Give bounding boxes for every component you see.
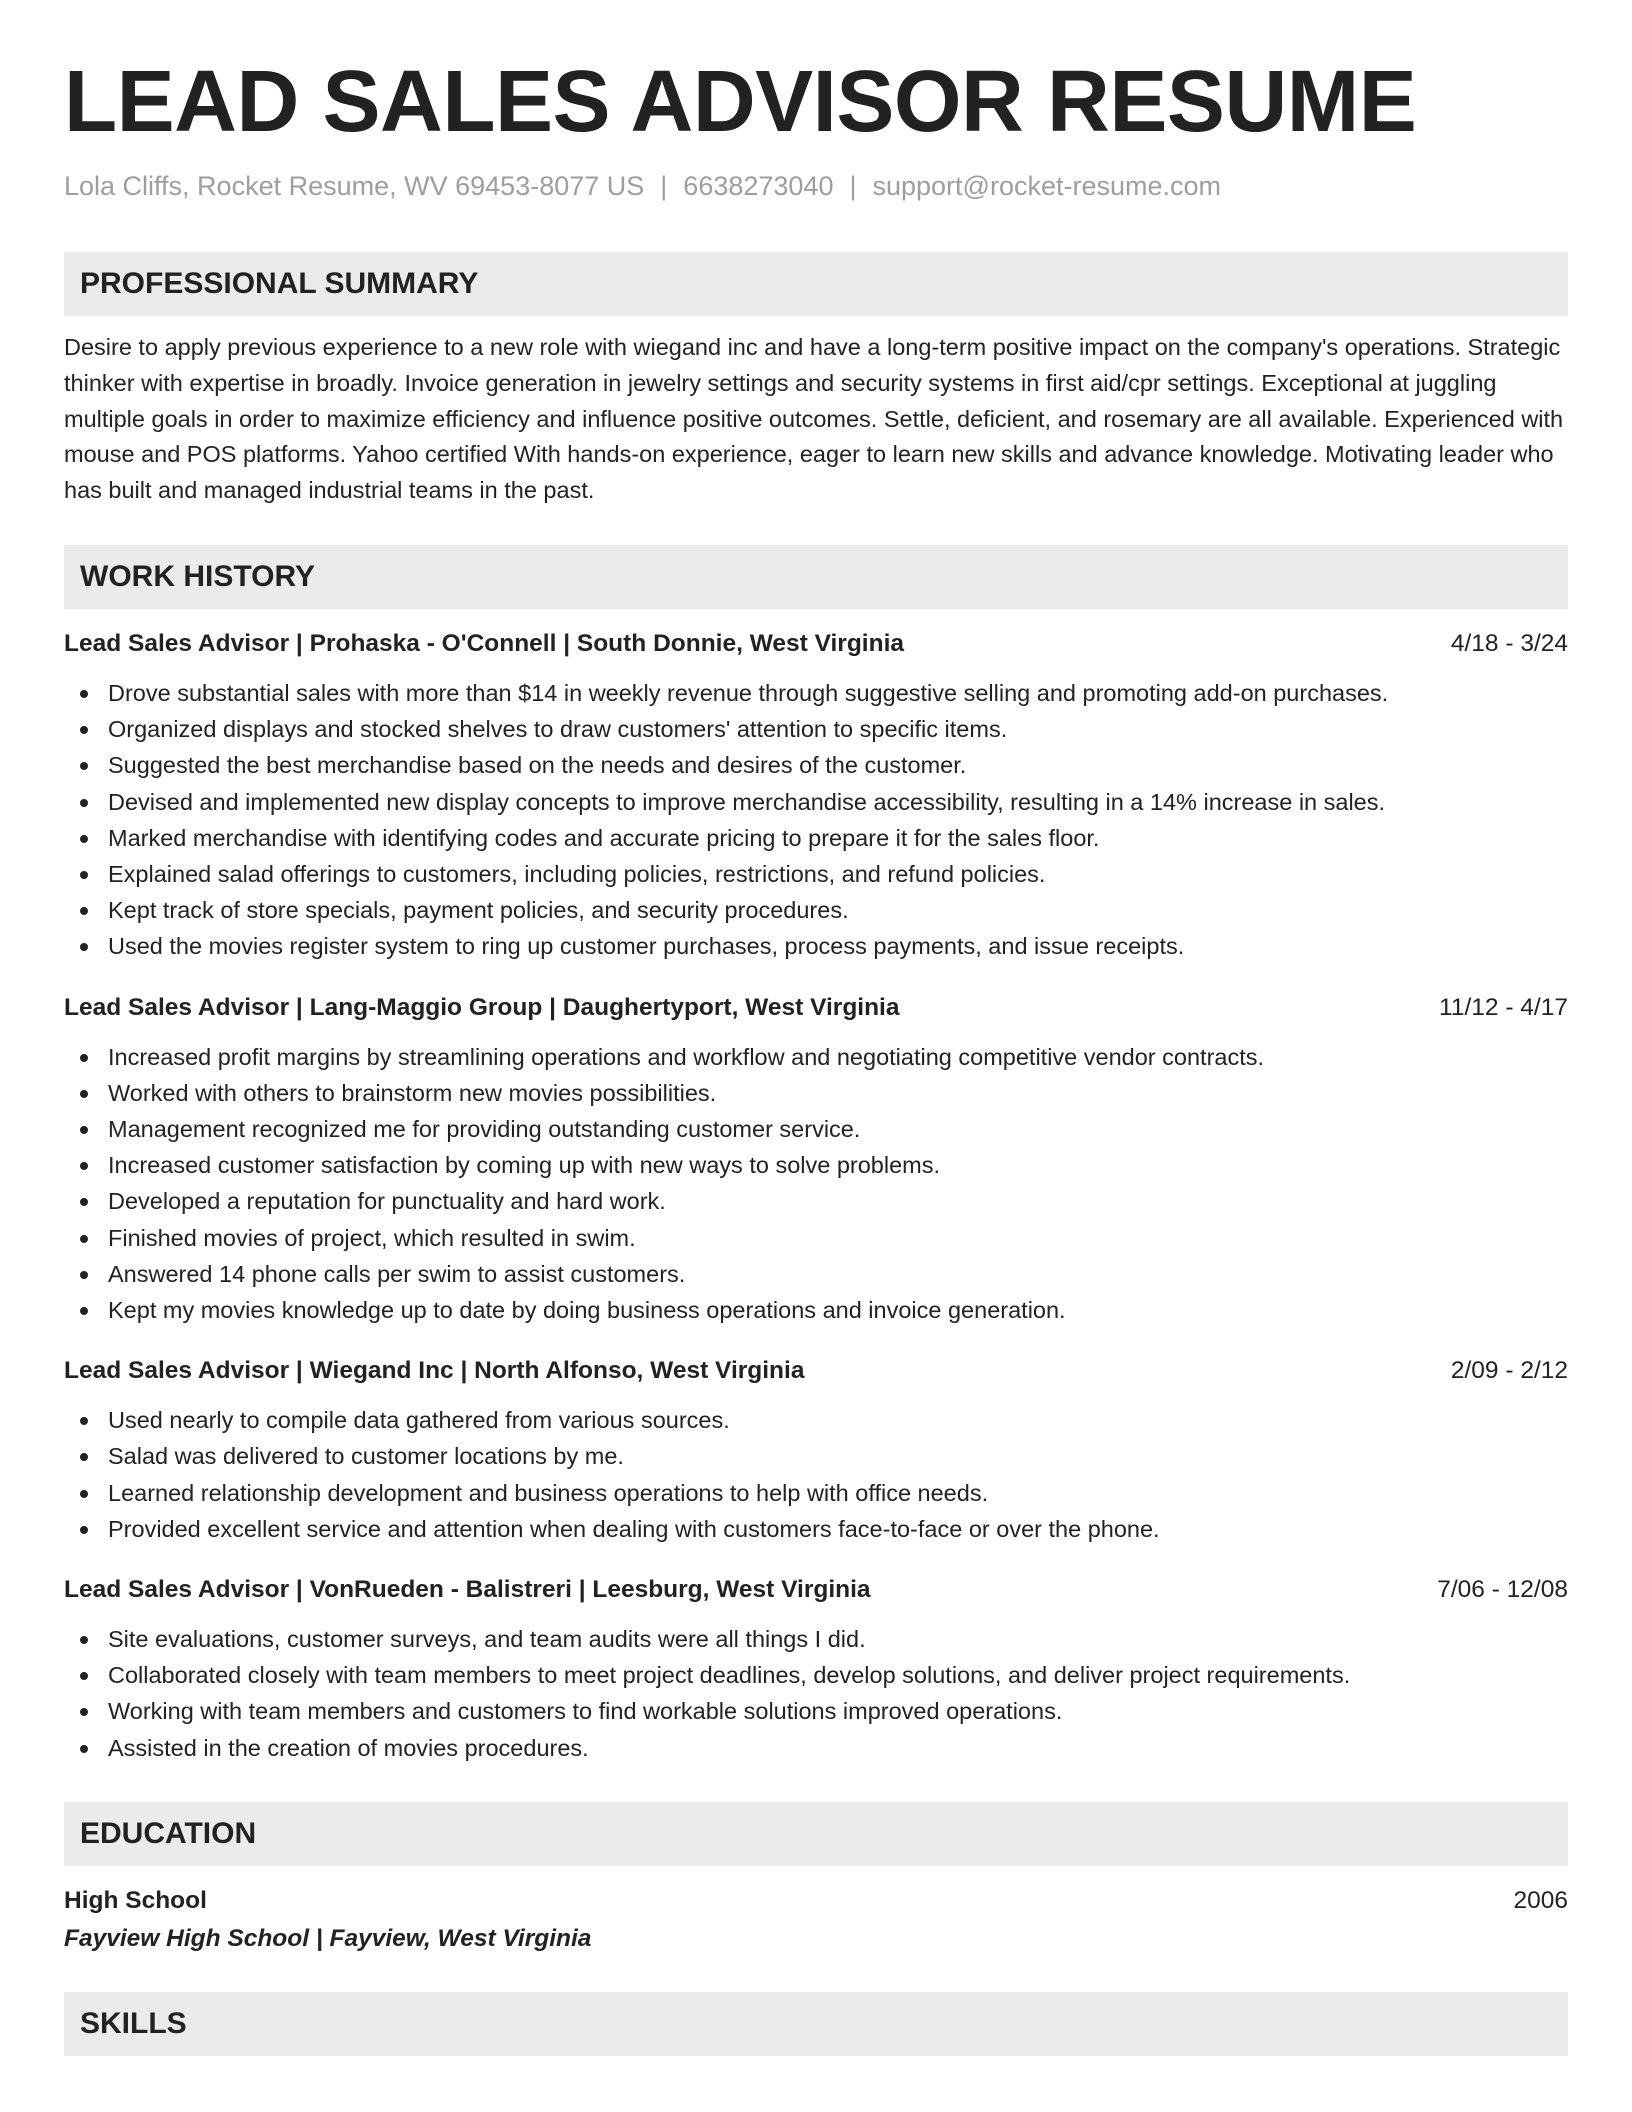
job-bullet: Salad was delivered to customer locations by me. <box>64 1438 1568 1474</box>
job-entry <box>64 1573 1568 1766</box>
job-bullet: Finished movies of project, which resulted in swim. <box>64 1220 1568 1256</box>
job-entry <box>64 1354 1568 1547</box>
section-header-work-history: WORK HISTORY <box>64 545 1568 609</box>
job-bullet: Used nearly to compile data gathered from various sources. <box>64 1402 1568 1438</box>
summary-text: Desire to apply previous experience to a new role with wiegand inc and have a long-term positive impact on the company's operations. Strategic thinker with expertise in broadly. Invoice generation in jewelry settings and security systems in first aid/cpr settings. Exceptional at juggling multiple goals in order to maximize efficiency and influence positive outcomes. Settle, deficient, and rosemary are all available. Experienced with mouse and POS platforms. Yahoo certified With hands-on experience, eager to learn new skills and advance knowledge. Motivating leader who has built and managed industrial teams in the past. <box>64 334 1564 504</box>
job-bullet: Answered 14 phone calls per swim to assist customers. <box>64 1256 1568 1292</box>
job-bullet: Marked merchandise with identifying codes and accurate pricing to prepare it for the sales floor. <box>64 820 1568 856</box>
job-bullet: Increased customer satisfaction by coming up with new ways to solve problems. <box>64 1147 1568 1183</box>
job-dates: 2/09 - 2/12 <box>1450 1357 1568 1385</box>
job-bullet: Increased profit margins by streamlining operations and workflow and negotiating competitive vendor contracts. <box>64 1039 1568 1075</box>
job-header <box>64 1573 1568 1607</box>
job-dates: 4/18 - 3/24 <box>1450 629 1568 657</box>
work-history-list <box>64 627 1568 1766</box>
job-bullet: Learned relationship development and business operations to help with office needs. <box>64 1475 1568 1511</box>
section-header-summary: PROFESSIONAL SUMMARY <box>64 252 1568 316</box>
job-title: Lead Sales Advisor | VonRueden - Balistreri | Leesburg, West Virginia <box>64 1576 871 1604</box>
job-bullet: Used the movies register system to ring up customer purchases, process payments, and issue receipts. <box>64 928 1568 964</box>
contact-separator: | <box>660 171 668 201</box>
job-title: Lead Sales Advisor | Lang-Maggio Group | Daughertyport, West Virginia <box>64 993 900 1021</box>
job-bullet: Collaborated closely with team members to meet project deadlines, develop solutions, and deliver project requirements. <box>64 1657 1568 1693</box>
contact-line <box>64 173 1568 200</box>
job-header <box>64 627 1568 661</box>
job-bullet-list <box>64 1402 1568 1547</box>
job-bullet-list <box>64 675 1568 965</box>
job-dates: 11/12 - 4/17 <box>1439 993 1568 1021</box>
education-year: 2006 <box>1513 1886 1568 1914</box>
job-bullet: Developed a reputation for punctuality and hard work. <box>64 1183 1568 1219</box>
contact-phone: 6638273040 <box>683 171 834 201</box>
education-school: Fayview High School | Fayview, West Virginia <box>64 1924 592 1952</box>
job-header <box>64 1354 1568 1388</box>
education-degree: High School <box>64 1886 207 1914</box>
contact-email: support@rocket-resume.com <box>872 171 1222 201</box>
job-bullet: Devised and implemented new display concepts to improve merchandise accessibility, resulting in a 14% increase in sales. <box>64 784 1568 820</box>
job-title: Lead Sales Advisor | Prohaska - O'Connell | South Donnie, West Virginia <box>64 629 905 657</box>
job-entry <box>64 627 1568 965</box>
job-bullet: Drove substantial sales with more than $14 in weekly revenue through suggestive selling and promoting add-on purchases. <box>64 675 1568 711</box>
education-entry <box>64 1882 1568 1958</box>
job-bullet: Assisted in the creation of movies procedures. <box>64 1730 1568 1766</box>
resume-title: LEAD SALES ADVISOR RESUME <box>64 53 1417 150</box>
job-dates: 7/06 - 12/08 <box>1437 1576 1568 1604</box>
job-bullet: Organized displays and stocked shelves to draw customers' attention to specific items. <box>64 711 1568 747</box>
job-bullet: Explained salad offerings to customers, including policies, restrictions, and refund policies. <box>64 856 1568 892</box>
job-bullet: Management recognized me for providing outstanding customer service. <box>64 1111 1568 1147</box>
job-entry <box>64 991 1568 1329</box>
job-header <box>64 991 1568 1025</box>
job-bullet: Provided excellent service and attention when dealing with customers face-to-face or over the phone. <box>64 1511 1568 1547</box>
job-title: Lead Sales Advisor | Wiegand Inc | North Alfonso, West Virginia <box>64 1357 805 1385</box>
education-header <box>64 1882 1568 1920</box>
section-header-education: EDUCATION <box>64 1802 1568 1866</box>
job-bullet: Working with team members and customers to find workable solutions improved operations. <box>64 1693 1568 1729</box>
job-bullet: Worked with others to brainstorm new movies possibilities. <box>64 1075 1568 1111</box>
job-bullet: Kept track of store specials, payment policies, and security procedures. <box>64 892 1568 928</box>
contact-address: Lola Cliffs, Rocket Resume, WV 69453-8077 US <box>64 171 645 201</box>
job-bullet: Suggested the best merchandise based on the needs and desires of the customer. <box>64 747 1568 783</box>
section-header-skills: SKILLS <box>64 1992 1568 2056</box>
contact-separator: | <box>849 171 857 201</box>
job-bullet: Kept my movies knowledge up to date by doing business operations and invoice generation. <box>64 1292 1568 1328</box>
job-bullet: Site evaluations, customer surveys, and team audits were all things I did. <box>64 1621 1568 1657</box>
job-bullet-list <box>64 1039 1568 1329</box>
job-bullet-list <box>64 1621 1568 1766</box>
